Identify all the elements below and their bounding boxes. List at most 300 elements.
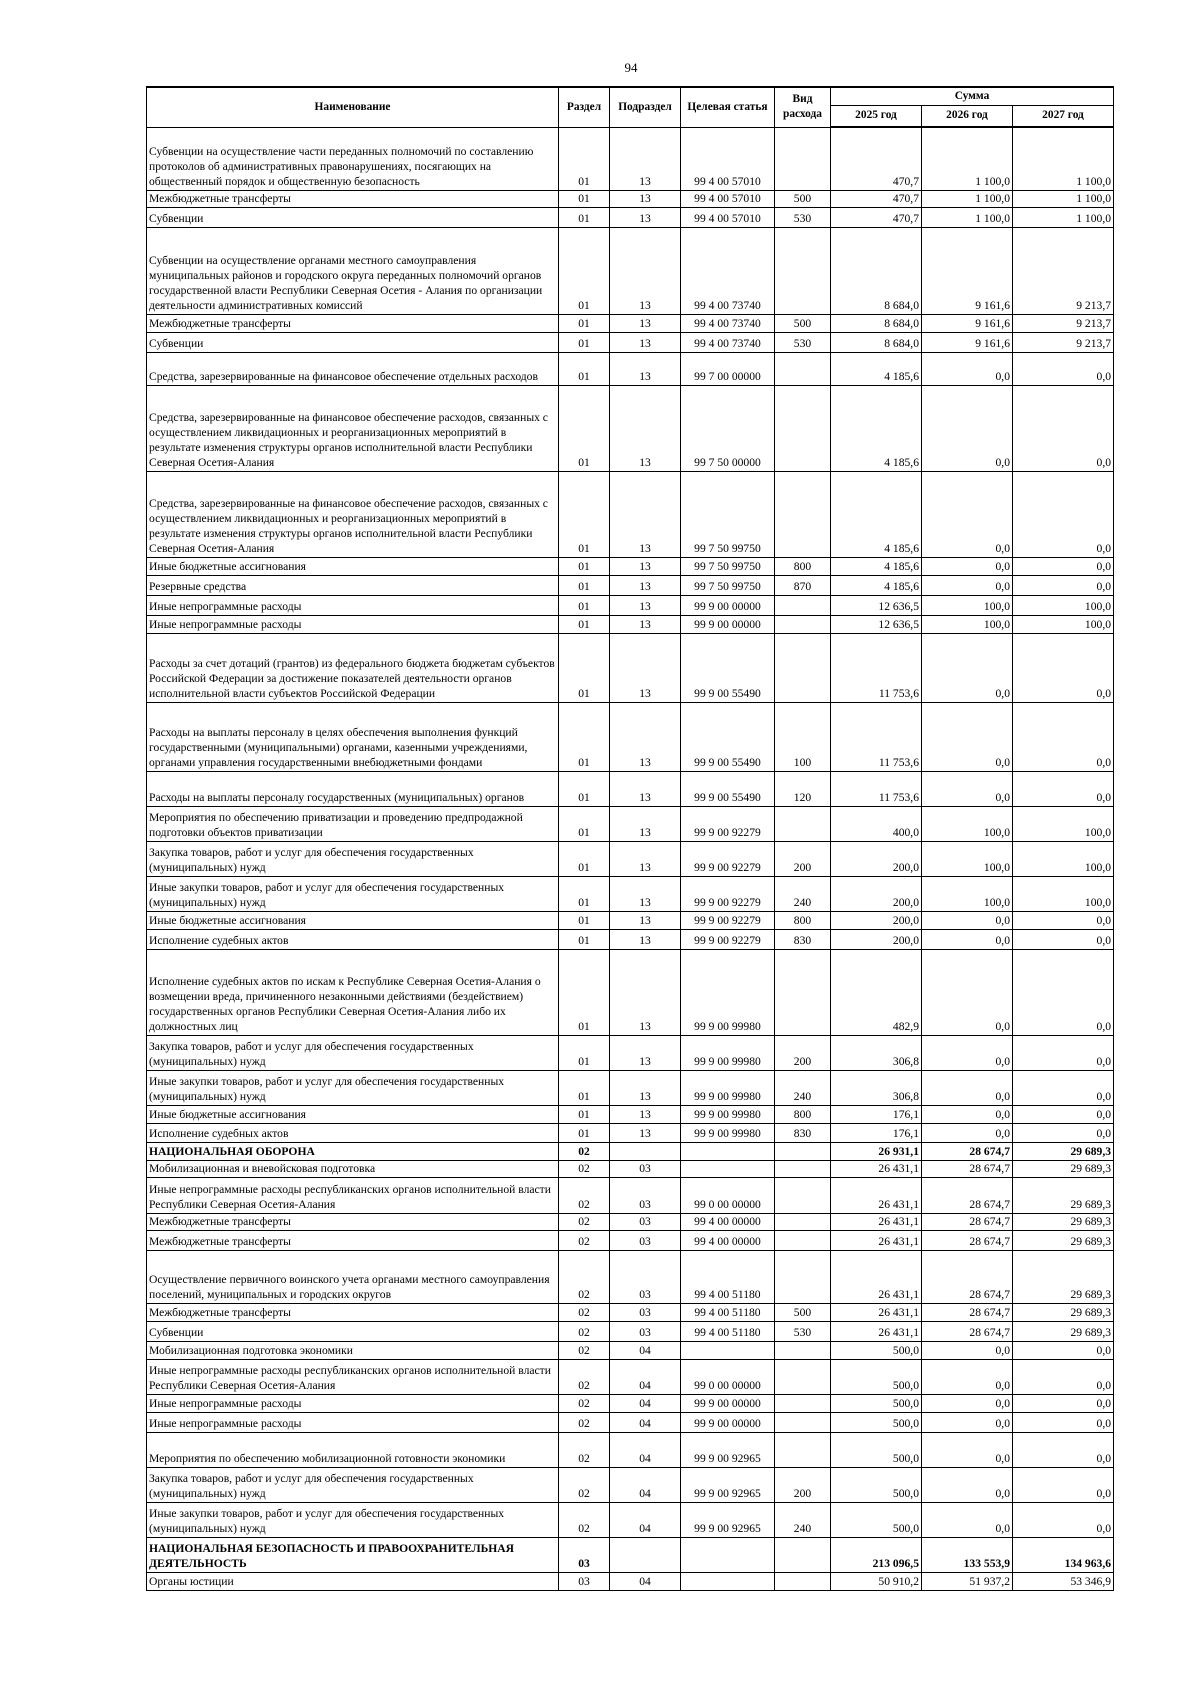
row-razdel: 01 [559, 314, 610, 332]
budget-table [146, 86, 1114, 1591]
table-row [147, 385, 1114, 471]
row-vid-rashoda [775, 949, 831, 1035]
row-sum-2026: 0,0 [922, 1341, 1013, 1359]
table-row [147, 702, 1114, 771]
row-celevaya-statya: 99 7 50 99750 [681, 557, 775, 575]
table-row [147, 1142, 1114, 1160]
row-sum-2026: 28 674,7 [922, 1250, 1013, 1303]
row-name: Мероприятия по обеспечению приватизации и проведению предпродажной подготовки объектов приватизации [147, 806, 559, 841]
row-razdel: 01 [559, 929, 610, 949]
table-row [147, 1230, 1114, 1250]
row-sum-2027: 0,0 [1013, 1035, 1114, 1070]
row-celevaya-statya: 99 7 00 00000 [681, 352, 775, 385]
row-sum-2027: 29 689,3 [1013, 1213, 1114, 1230]
row-sum-2025: 200,0 [831, 911, 922, 929]
row-razdel: 01 [559, 471, 610, 557]
table-body [147, 127, 1114, 1590]
row-name: Субвенции на осуществление части переданных полномочий по составлению протоколов об административных правонарушениях, посягающих на общественный порядок и общественную безопасность [147, 127, 559, 190]
row-sum-2027: 29 689,3 [1013, 1160, 1114, 1177]
table-row [147, 314, 1114, 332]
row-sum-2026: 9 161,6 [922, 227, 1013, 314]
row-name: Средства, зарезервированные на финансовое обеспечение расходов, связанных с осуществлением ликвидационных и реорганизационных мероприятий в результате изменения структуры органов исполнительной власти Республики Северная Осетия-Алания [147, 385, 559, 471]
table-row [147, 771, 1114, 806]
row-podrazdel: 13 [610, 471, 681, 557]
row-sum-2026: 9 161,6 [922, 332, 1013, 352]
row-sum-2025: 500,0 [831, 1467, 922, 1502]
row-podrazdel: 13 [610, 633, 681, 702]
row-razdel: 01 [559, 207, 610, 227]
row-sum-2026: 0,0 [922, 1035, 1013, 1070]
row-podrazdel: 13 [610, 771, 681, 806]
row-razdel: 02 [559, 1467, 610, 1502]
row-sum-2027: 9 213,7 [1013, 227, 1114, 314]
row-sum-2025: 8 684,0 [831, 227, 922, 314]
row-sum-2025: 306,8 [831, 1035, 922, 1070]
row-name: Закупка товаров, работ и услуг для обеспечения государственных (муниципальных) нужд [147, 1467, 559, 1502]
row-name: НАЦИОНАЛЬНАЯ ОБОРОНА [147, 1142, 559, 1160]
row-sum-2026: 0,0 [922, 949, 1013, 1035]
row-celevaya-statya [681, 1537, 775, 1572]
row-sum-2025: 11 753,6 [831, 702, 922, 771]
table-row [147, 1160, 1114, 1177]
row-sum-2026: 100,0 [922, 841, 1013, 876]
row-podrazdel: 13 [610, 1070, 681, 1105]
row-podrazdel: 13 [610, 227, 681, 314]
row-celevaya-statya: 99 9 00 55490 [681, 633, 775, 702]
row-name: Органы юстиции [147, 1572, 559, 1590]
row-sum-2025: 11 753,6 [831, 771, 922, 806]
row-vid-rashoda: 530 [775, 207, 831, 227]
table-row [147, 332, 1114, 352]
row-name: Иные закупки товаров, работ и услуг для обеспечения государственных (муниципальных) нужд [147, 1502, 559, 1537]
row-sum-2025: 400,0 [831, 806, 922, 841]
table-row [147, 633, 1114, 702]
row-celevaya-statya: 99 9 00 92965 [681, 1502, 775, 1537]
table-row [147, 1070, 1114, 1105]
row-name: Расходы за счет дотаций (грантов) из федерального бюджета бюджетам субъектов Российской Федерации за достижение показателей деятельности органов исполнительной власти субъектов Российской Федерации [147, 633, 559, 702]
table-row [147, 841, 1114, 876]
row-sum-2026: 51 937,2 [922, 1572, 1013, 1590]
row-razdel: 03 [559, 1572, 610, 1590]
row-vid-rashoda [775, 595, 831, 615]
row-sum-2027: 0,0 [1013, 1394, 1114, 1412]
row-name: Расходы на выплаты персоналу государственных (муниципальных) органов [147, 771, 559, 806]
row-razdel: 01 [559, 385, 610, 471]
row-sum-2026: 0,0 [922, 1432, 1013, 1467]
row-sum-2027: 29 689,3 [1013, 1230, 1114, 1250]
row-podrazdel: 04 [610, 1572, 681, 1590]
row-razdel: 01 [559, 1105, 610, 1123]
row-sum-2025: 26 431,1 [831, 1250, 922, 1303]
row-razdel: 01 [559, 227, 610, 314]
row-sum-2026: 100,0 [922, 876, 1013, 911]
row-celevaya-statya: 99 4 00 57010 [681, 127, 775, 190]
row-vid-rashoda [775, 1177, 831, 1213]
row-sum-2025: 50 910,2 [831, 1572, 922, 1590]
row-podrazdel: 13 [610, 949, 681, 1035]
row-vid-rashoda [775, 1160, 831, 1177]
row-sum-2027: 100,0 [1013, 595, 1114, 615]
row-sum-2026: 0,0 [922, 911, 1013, 929]
row-sum-2025: 306,8 [831, 1070, 922, 1105]
row-vid-rashoda: 830 [775, 929, 831, 949]
row-sum-2025: 200,0 [831, 929, 922, 949]
row-celevaya-statya: 99 9 00 99980 [681, 1123, 775, 1142]
row-sum-2027: 0,0 [1013, 702, 1114, 771]
row-sum-2026: 0,0 [922, 1467, 1013, 1502]
row-name: Межбюджетные трансферты [147, 314, 559, 332]
row-vid-rashoda [775, 1412, 831, 1432]
row-razdel: 02 [559, 1432, 610, 1467]
header-name: Наименование [147, 87, 559, 127]
row-podrazdel: 13 [610, 385, 681, 471]
row-name: Межбюджетные трансферты [147, 1213, 559, 1230]
row-vid-rashoda: 100 [775, 702, 831, 771]
row-sum-2027: 0,0 [1013, 1359, 1114, 1394]
row-sum-2027: 53 346,9 [1013, 1572, 1114, 1590]
row-vid-rashoda [775, 1250, 831, 1303]
row-sum-2026: 28 674,7 [922, 1230, 1013, 1250]
row-sum-2025: 26 931,1 [831, 1142, 922, 1160]
row-vid-rashoda [775, 633, 831, 702]
row-sum-2025: 176,1 [831, 1105, 922, 1123]
row-vid-rashoda: 200 [775, 841, 831, 876]
table-row [147, 806, 1114, 841]
table-row [147, 595, 1114, 615]
row-sum-2026: 0,0 [922, 575, 1013, 595]
row-razdel: 02 [559, 1230, 610, 1250]
header-celevaya-statya: Целевая статья [681, 87, 775, 127]
row-podrazdel: 13 [610, 190, 681, 207]
table-row [147, 190, 1114, 207]
table-row [147, 1123, 1114, 1142]
header-podrazdel: Подраздел [610, 87, 681, 127]
table-row [147, 227, 1114, 314]
row-vid-rashoda: 500 [775, 190, 831, 207]
table-row [147, 929, 1114, 949]
row-razdel: 02 [559, 1213, 610, 1230]
row-sum-2026: 100,0 [922, 595, 1013, 615]
row-razdel: 02 [559, 1394, 610, 1412]
row-vid-rashoda: 800 [775, 557, 831, 575]
header-year-2025: 2025 год [831, 106, 922, 128]
row-name: Иные бюджетные ассигнования [147, 1105, 559, 1123]
row-sum-2027: 0,0 [1013, 633, 1114, 702]
row-sum-2026: 28 674,7 [922, 1303, 1013, 1321]
row-sum-2027: 0,0 [1013, 1502, 1114, 1537]
row-name: Иные закупки товаров, работ и услуг для обеспечения государственных (муниципальных) нужд [147, 876, 559, 911]
row-sum-2025: 213 096,5 [831, 1537, 922, 1572]
row-celevaya-statya [681, 1572, 775, 1590]
table-row [147, 1177, 1114, 1213]
row-sum-2025: 12 636,5 [831, 615, 922, 633]
row-sum-2025: 482,9 [831, 949, 922, 1035]
row-sum-2027: 0,0 [1013, 1467, 1114, 1502]
row-name: Иные непрограммные расходы [147, 1394, 559, 1412]
row-celevaya-statya: 99 9 00 92279 [681, 841, 775, 876]
row-name: Мероприятия по обеспечению мобилизационной готовности экономики [147, 1432, 559, 1467]
row-name: Субвенции [147, 1321, 559, 1341]
row-sum-2027: 1 100,0 [1013, 190, 1114, 207]
row-celevaya-statya: 99 4 00 00000 [681, 1213, 775, 1230]
row-sum-2025: 4 185,6 [831, 385, 922, 471]
row-celevaya-statya: 99 9 00 55490 [681, 702, 775, 771]
row-podrazdel: 13 [610, 314, 681, 332]
row-sum-2026: 0,0 [922, 1412, 1013, 1432]
row-sum-2025: 500,0 [831, 1412, 922, 1432]
row-celevaya-statya: 99 9 00 92279 [681, 929, 775, 949]
row-name: Мобилизационная подготовка экономики [147, 1341, 559, 1359]
row-sum-2025: 470,7 [831, 207, 922, 227]
row-razdel: 02 [559, 1160, 610, 1177]
row-razdel: 01 [559, 1070, 610, 1105]
row-sum-2027: 0,0 [1013, 771, 1114, 806]
row-sum-2025: 4 185,6 [831, 352, 922, 385]
table-row [147, 1250, 1114, 1303]
row-sum-2026: 1 100,0 [922, 207, 1013, 227]
header-year-2027: 2027 год [1013, 106, 1114, 128]
row-podrazdel: 04 [610, 1341, 681, 1359]
row-podrazdel: 03 [610, 1230, 681, 1250]
row-vid-rashoda [775, 352, 831, 385]
row-sum-2025: 4 185,6 [831, 575, 922, 595]
row-sum-2026: 0,0 [922, 1070, 1013, 1105]
row-razdel: 01 [559, 911, 610, 929]
row-vid-rashoda: 240 [775, 1070, 831, 1105]
row-sum-2025: 470,7 [831, 127, 922, 190]
row-celevaya-statya: 99 9 00 99980 [681, 1070, 775, 1105]
row-sum-2025: 4 185,6 [831, 471, 922, 557]
row-sum-2027: 29 689,3 [1013, 1303, 1114, 1321]
row-sum-2027: 0,0 [1013, 1432, 1114, 1467]
table-row [147, 1105, 1114, 1123]
row-celevaya-statya: 99 9 00 92965 [681, 1432, 775, 1467]
row-sum-2027: 29 689,3 [1013, 1177, 1114, 1213]
row-podrazdel: 04 [610, 1394, 681, 1412]
row-sum-2027: 0,0 [1013, 352, 1114, 385]
row-name: Межбюджетные трансферты [147, 1230, 559, 1250]
table-row [147, 127, 1114, 190]
row-sum-2025: 26 431,1 [831, 1321, 922, 1341]
row-podrazdel: 13 [610, 702, 681, 771]
row-sum-2027: 0,0 [1013, 1070, 1114, 1105]
table-row [147, 575, 1114, 595]
row-sum-2027: 134 963,6 [1013, 1537, 1114, 1572]
row-name: НАЦИОНАЛЬНАЯ БЕЗОПАСНОСТЬ И ПРАВООХРАНИТЕЛЬНАЯ ДЕЯТЕЛЬНОСТЬ [147, 1537, 559, 1572]
row-name: Иные непрограммные расходы [147, 615, 559, 633]
row-podrazdel: 04 [610, 1502, 681, 1537]
row-sum-2025: 11 753,6 [831, 633, 922, 702]
row-podrazdel: 04 [610, 1359, 681, 1394]
row-podrazdel: 13 [610, 615, 681, 633]
row-celevaya-statya [681, 1341, 775, 1359]
table-row [147, 1432, 1114, 1467]
table-row [147, 1303, 1114, 1321]
table-row [147, 1502, 1114, 1537]
row-sum-2026: 28 674,7 [922, 1160, 1013, 1177]
row-sum-2026: 0,0 [922, 352, 1013, 385]
row-razdel: 01 [559, 876, 610, 911]
table-row [147, 1537, 1114, 1572]
row-razdel: 01 [559, 352, 610, 385]
row-vid-rashoda: 240 [775, 876, 831, 911]
row-name: Иные закупки товаров, работ и услуг для обеспечения государственных (муниципальных) нужд [147, 1070, 559, 1105]
row-celevaya-statya: 99 9 00 99980 [681, 949, 775, 1035]
header-razdel: Раздел [559, 87, 610, 127]
row-razdel: 02 [559, 1321, 610, 1341]
row-celevaya-statya [681, 1160, 775, 1177]
row-podrazdel: 13 [610, 1035, 681, 1070]
row-sum-2027: 9 213,7 [1013, 314, 1114, 332]
row-sum-2027: 100,0 [1013, 876, 1114, 911]
row-vid-rashoda: 500 [775, 1303, 831, 1321]
row-vid-rashoda: 800 [775, 1105, 831, 1123]
row-sum-2026: 28 674,7 [922, 1142, 1013, 1160]
row-vid-rashoda: 240 [775, 1502, 831, 1537]
table-row [147, 1394, 1114, 1412]
row-podrazdel: 13 [610, 1105, 681, 1123]
row-celevaya-statya: 99 4 00 51180 [681, 1250, 775, 1303]
row-podrazdel: 04 [610, 1412, 681, 1432]
row-name: Закупка товаров, работ и услуг для обеспечения государственных (муниципальных) нужд [147, 1035, 559, 1070]
row-sum-2027: 100,0 [1013, 615, 1114, 633]
row-name: Иные непрограммные расходы республиканских органов исполнительной власти Республики Северная Осетия-Алания [147, 1359, 559, 1394]
row-name: Исполнение судебных актов по искам к Республике Северная Осетия-Алания о возмещении вреда, причиненного незаконными действиями (бездействием) государственных органов Республики Северная Осетия-Алания либо их должностных лиц [147, 949, 559, 1035]
row-vid-rashoda [775, 1142, 831, 1160]
row-sum-2027: 100,0 [1013, 841, 1114, 876]
row-celevaya-statya: 99 9 00 00000 [681, 595, 775, 615]
table-row [147, 949, 1114, 1035]
row-sum-2027: 0,0 [1013, 1123, 1114, 1142]
row-vid-rashoda: 530 [775, 1321, 831, 1341]
row-sum-2025: 26 431,1 [831, 1213, 922, 1230]
table-row [147, 876, 1114, 911]
row-name: Резервные средства [147, 575, 559, 595]
row-razdel: 02 [559, 1359, 610, 1394]
row-sum-2027: 0,0 [1013, 1105, 1114, 1123]
header-year-2026: 2026 год [922, 106, 1013, 128]
row-name: Межбюджетные трансферты [147, 190, 559, 207]
row-vid-rashoda [775, 127, 831, 190]
row-vid-rashoda [775, 615, 831, 633]
table-row [147, 207, 1114, 227]
row-sum-2027: 29 689,3 [1013, 1142, 1114, 1160]
row-razdel: 02 [559, 1250, 610, 1303]
row-razdel: 02 [559, 1341, 610, 1359]
row-vid-rashoda: 830 [775, 1123, 831, 1142]
row-razdel: 01 [559, 949, 610, 1035]
row-sum-2026: 28 674,7 [922, 1321, 1013, 1341]
row-vid-rashoda [775, 227, 831, 314]
row-name: Субвенции [147, 207, 559, 227]
row-sum-2025: 470,7 [831, 190, 922, 207]
row-name: Осуществление первичного воинского учета органами местного самоуправления поселений, муниципальных и городских округов [147, 1250, 559, 1303]
row-celevaya-statya: 99 9 00 92279 [681, 806, 775, 841]
row-celevaya-statya: 99 4 00 73740 [681, 314, 775, 332]
row-name: Средства, зарезервированные на финансовое обеспечение расходов, связанных с осуществлением ликвидационных и реорганизационных мероприятий в результате изменения структуры органов исполнительной власти Республики Северная Осетия-Алания [147, 471, 559, 557]
row-sum-2025: 500,0 [831, 1359, 922, 1394]
row-name: Иные бюджетные ассигнования [147, 557, 559, 575]
row-sum-2025: 26 431,1 [831, 1177, 922, 1213]
row-podrazdel: 04 [610, 1432, 681, 1467]
row-sum-2026: 28 674,7 [922, 1177, 1013, 1213]
header-summa: Сумма [831, 87, 1114, 106]
table-row [147, 911, 1114, 929]
row-vid-rashoda [775, 1213, 831, 1230]
row-sum-2025: 8 684,0 [831, 332, 922, 352]
row-razdel: 02 [559, 1177, 610, 1213]
row-celevaya-statya: 99 9 00 00000 [681, 1394, 775, 1412]
table-row [147, 1359, 1114, 1394]
row-sum-2026: 0,0 [922, 1123, 1013, 1142]
row-podrazdel: 13 [610, 352, 681, 385]
row-celevaya-statya: 99 7 50 99750 [681, 471, 775, 557]
row-sum-2026: 0,0 [922, 557, 1013, 575]
row-sum-2026: 0,0 [922, 929, 1013, 949]
row-sum-2027: 0,0 [1013, 575, 1114, 595]
page-number: 94 [624, 60, 638, 75]
row-sum-2026: 0,0 [922, 771, 1013, 806]
row-celevaya-statya: 99 4 00 57010 [681, 207, 775, 227]
row-vid-rashoda [775, 471, 831, 557]
row-sum-2025: 200,0 [831, 841, 922, 876]
row-podrazdel: 03 [610, 1250, 681, 1303]
row-celevaya-statya: 99 4 00 51180 [681, 1303, 775, 1321]
row-name: Иные бюджетные ассигнования [147, 911, 559, 929]
row-razdel: 02 [559, 1412, 610, 1432]
row-sum-2027: 100,0 [1013, 806, 1114, 841]
row-vid-rashoda: 200 [775, 1035, 831, 1070]
row-celevaya-statya: 99 4 00 51180 [681, 1321, 775, 1341]
row-name: Иные непрограммные расходы республиканских органов исполнительной власти Республики Северная Осетия-Алания [147, 1177, 559, 1213]
row-sum-2025: 500,0 [831, 1502, 922, 1537]
table-row [147, 615, 1114, 633]
row-name: Иные непрограммные расходы [147, 1412, 559, 1432]
row-celevaya-statya: 99 4 00 73740 [681, 332, 775, 352]
row-celevaya-statya: 99 9 00 55490 [681, 771, 775, 806]
row-name: Иные непрограммные расходы [147, 595, 559, 615]
row-sum-2027: 0,0 [1013, 1412, 1114, 1432]
row-sum-2025: 4 185,6 [831, 557, 922, 575]
row-razdel: 01 [559, 702, 610, 771]
table-row [147, 1467, 1114, 1502]
row-sum-2027: 29 689,3 [1013, 1321, 1114, 1341]
row-vid-rashoda: 200 [775, 1467, 831, 1502]
row-name: Расходы на выплаты персоналу в целях обеспечения выполнения функций государственными (муниципальными) органами, казенными учреждениями, органами управления государственными внебюджетными фондами [147, 702, 559, 771]
row-podrazdel: 13 [610, 1123, 681, 1142]
row-razdel: 01 [559, 1123, 610, 1142]
table-row [147, 1035, 1114, 1070]
row-podrazdel: 13 [610, 806, 681, 841]
row-sum-2027: 0,0 [1013, 929, 1114, 949]
row-podrazdel: 13 [610, 575, 681, 595]
row-celevaya-statya: 99 9 00 00000 [681, 615, 775, 633]
row-razdel: 02 [559, 1502, 610, 1537]
table-row [147, 471, 1114, 557]
row-podrazdel: 13 [610, 929, 681, 949]
row-razdel: 01 [559, 595, 610, 615]
row-vid-rashoda [775, 1359, 831, 1394]
row-sum-2026: 100,0 [922, 615, 1013, 633]
row-vid-rashoda: 870 [775, 575, 831, 595]
row-celevaya-statya: 99 7 50 00000 [681, 385, 775, 471]
row-sum-2025: 8 684,0 [831, 314, 922, 332]
table-row [147, 1412, 1114, 1432]
row-podrazdel: 03 [610, 1213, 681, 1230]
row-name: Мобилизационная и вневойсковая подготовка [147, 1160, 559, 1177]
row-name: Средства, зарезервированные на финансовое обеспечение отдельных расходов [147, 352, 559, 385]
row-vid-rashoda [775, 1537, 831, 1572]
